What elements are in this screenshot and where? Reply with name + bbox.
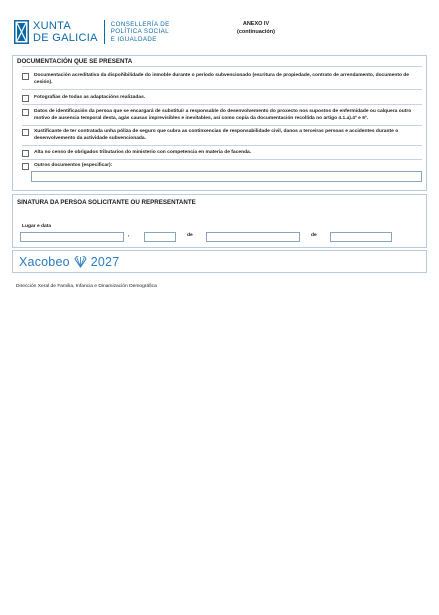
de-label-2: de	[311, 233, 317, 238]
footer-directorate: Dirección Xeral de Familia, Infancia e Dinamización Demográfica	[16, 284, 157, 289]
checkbox[interactable]	[22, 163, 29, 170]
annex-subtitle: (continuación)	[237, 29, 275, 35]
page-header	[14, 20, 429, 50]
xunta-wordmark: XUNTA DE GALICIA	[33, 20, 98, 44]
xacobeo-year: 2027	[90, 255, 120, 269]
checkbox[interactable]	[22, 95, 29, 102]
scallop-shell-icon	[74, 256, 87, 268]
year-input[interactable]	[330, 232, 392, 242]
place-date-label: Lugar e data	[22, 224, 52, 229]
doc-item-tax-census[interactable]: Alta no censo de obrigados tributarios do ministerio con competencia en materia de facenda.	[22, 149, 422, 156]
divider	[22, 145, 422, 146]
xacobeo-wordmark: Xacobeo	[19, 255, 70, 269]
xacobeo-logo	[19, 255, 119, 269]
day-input[interactable]	[144, 232, 176, 242]
doc-item-insurance[interactable]: Xustificante de ter contratada unha póliza de seguro que cubra as continxencias de responsabilidade civil, danos a terceiras persoas e accidentes durante o desenvolvemento da actividade subvencionada.	[22, 128, 422, 142]
place-input[interactable]	[20, 232, 124, 242]
signature-section	[12, 194, 427, 248]
xunta-emblem-icon	[14, 20, 29, 44]
checkbox[interactable]	[22, 150, 29, 157]
doc-item-other[interactable]: Outros documentos (especificar):	[22, 162, 422, 169]
comma-separator: ,	[128, 233, 130, 238]
annex-title: ANEXO IV	[242, 21, 270, 27]
xunta-logo	[14, 20, 170, 44]
other-documents-input[interactable]	[31, 171, 422, 182]
checkbox[interactable]	[22, 129, 29, 136]
divider	[22, 159, 422, 160]
xacobeo-banner	[12, 250, 427, 273]
month-input[interactable]	[206, 232, 300, 242]
divider	[22, 125, 422, 126]
checkbox[interactable]	[22, 109, 29, 116]
checkbox[interactable]	[22, 73, 29, 80]
de-label-1: de	[187, 233, 193, 238]
annex-heading	[206, 20, 306, 36]
doc-item-photos[interactable]: Fotografías de todas as adaptacións realizadas.	[22, 94, 422, 101]
logo-divider	[104, 20, 105, 44]
divider	[22, 89, 422, 90]
divider	[22, 66, 422, 67]
divider	[22, 104, 422, 105]
doc-item-availability[interactable]: Documentación acreditativa da dispoñibilidade do inmoble durante o período subvencionado (escritura de propiedade, contrato de arrendamento, documento de cesión).	[22, 72, 422, 86]
department-name: CONSELLERÍA DE POLÍTICA SOCIAL E IGUALDADE	[110, 20, 170, 43]
signature-title: SINATURA DA PERSOA SOLICITANTE OU REPRESENTANTE	[17, 199, 196, 206]
doc-item-substitute-person[interactable]: Datos de identificación da persoa que se encargará de substituír a responsable do desenvolvemento do proxecto nos supostos de enfermidade ou calquera outro motivo de ausencia temporal desta, agás causas imprevisibles e inevitables, así como copia da documentación recollida no artigo 4.1.a).4º e 6º.	[22, 108, 422, 122]
documentation-title: DOCUMENTACIÓN QUE SE PRESENTA	[17, 58, 133, 65]
documentation-section	[12, 55, 427, 191]
